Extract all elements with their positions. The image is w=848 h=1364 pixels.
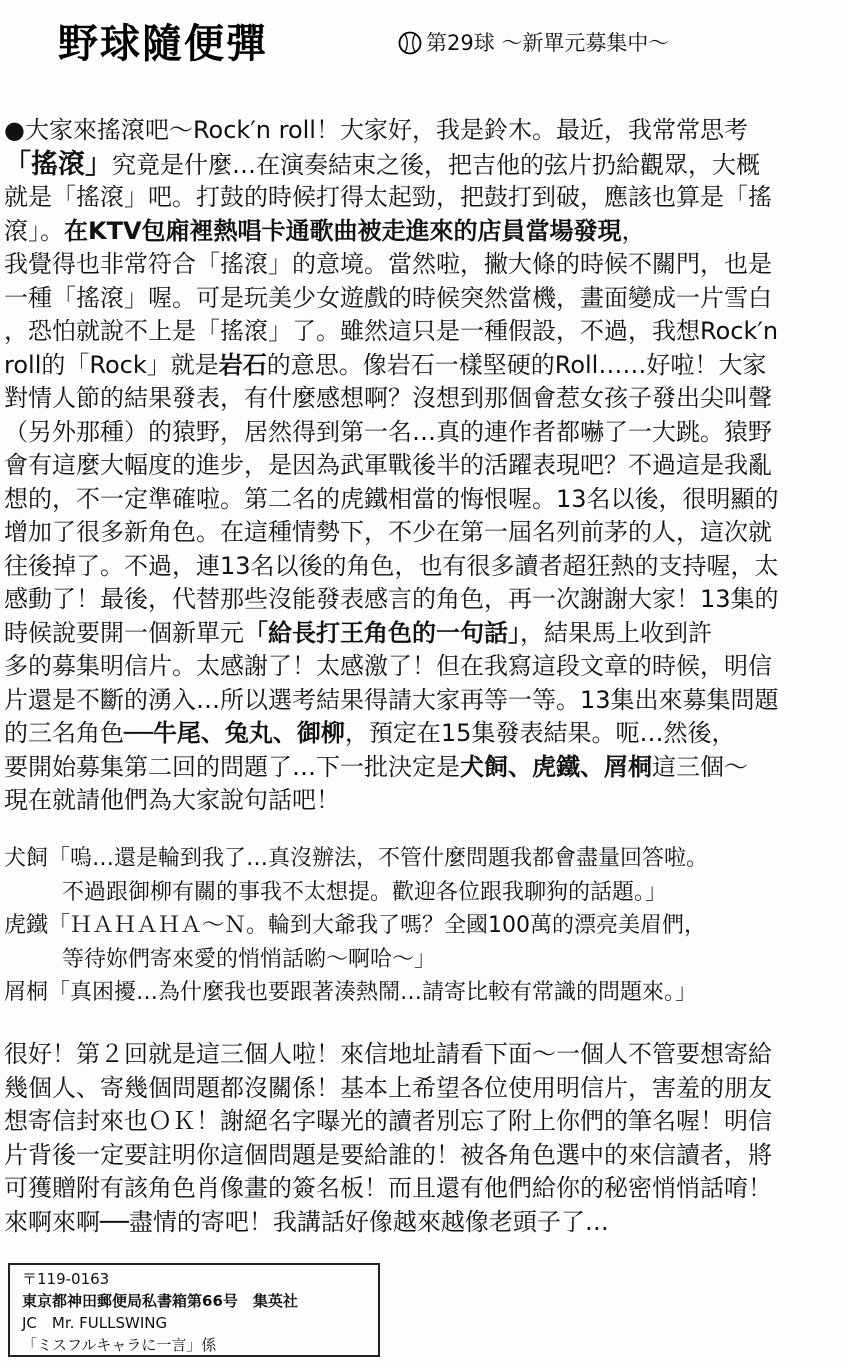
- closing-line: 可獲贈附有該角色肖像畫的簽名板！而且還有他們給你的秘密悄悄話唷！: [4, 1174, 772, 1202]
- closing-line: 想寄信封來也ＯＫ！謝絕名字曝光的讀者別忘了附上你們的筆名喔！明信: [4, 1107, 772, 1135]
- article-emphasis: 「搖滾」: [4, 148, 112, 180]
- article-line: [4, 416, 842, 450]
- article-line: [4, 181, 842, 215]
- character-reply-line: 虎鐵「ＨＡＨＡＨＡ～Ｎ。輪到大爺我了嗎？全國100萬的漂亮美眉們，: [4, 913, 706, 938]
- article-line: [4, 717, 842, 751]
- article-emphasis: 在KTV包廂裡熱唱卡通歌曲被走進來的店員當場發現: [64, 216, 622, 245]
- article-line: [4, 483, 842, 517]
- article-text: 現在就請他們為大家說句話吧！: [4, 786, 340, 814]
- column-subtitle: [398, 28, 669, 58]
- character-reply-line: 不過跟御柳有關的事我不太想提。歡迎各位跟我聊狗的話題。」: [62, 879, 668, 905]
- closing-paragraph: [4, 1038, 842, 1239]
- article-line: [4, 550, 842, 584]
- article-text: 究竟是什麼…在演奏結束之後，把吉他的弦片扔給觀眾，大概: [112, 150, 760, 179]
- article-text: 片還是不斷的湧入…所以選考結果得請大家再等一等。13集出來募集問題: [4, 685, 779, 714]
- article-line: [4, 449, 842, 483]
- article-line: [4, 148, 842, 182]
- article-text: 想的，不一定準確啦。第二名的虎鐵相當的悔恨喔。13名以後，很明顯的: [4, 484, 779, 513]
- article-text: 多的募集明信片。太感謝了！太感激了！但在我寫這段文章的時候，明信: [4, 652, 772, 680]
- article-text: ，: [621, 216, 646, 245]
- article-line: [4, 751, 842, 785]
- article-text: 會有這麼大幅度的進步，是因為武軍戰後半的活躍表現吧？不過這是我亂: [4, 451, 772, 479]
- article-text: 增加了很多新角色。在這種情勢下，不少在第一屆名列前茅的人，這次就: [4, 518, 772, 546]
- baseball-icon: [398, 31, 422, 55]
- article-text: 這三個～: [652, 752, 748, 781]
- article-text: 對情人節的結果發表，有什麼感想啊？沒想到那個會惹女孩子發出尖叫聲: [4, 384, 772, 412]
- character-replies: [4, 842, 842, 1010]
- closing-line: 來啊來啊──盡情的寄吧！我講話好像越來越像老頭子了…: [4, 1207, 609, 1236]
- address-line: 〒119-0163: [22, 1270, 110, 1288]
- article-emphasis: 犬飼、虎鐵、屑桐: [460, 752, 652, 781]
- article-text: 時候說要開一個新單元: [4, 618, 244, 647]
- character-reply-line: 犬飼「嗚…還是輪到我了…真沒辦法，不管什麼問題我都會盡量回答啦。: [4, 846, 709, 871]
- article-body: [4, 114, 842, 818]
- article-line: [4, 382, 842, 416]
- article-text: 往後掉了。不過，連13名以後的角色，也有很多讀者超狂熱的支持喔，太: [4, 551, 779, 580]
- article-text: 的意思。像岩石一樣堅硬的Roll……好啦！大家: [266, 350, 767, 379]
- character-reply-line: 屑桐「真困擾…為什麼我也要跟著湊熱鬧…請寄比較有常識的問題來。」: [4, 980, 698, 1005]
- article-line: [4, 248, 842, 282]
- article-text: ，恐怕就說不上是「搖滾」了。雖然這只是一種假設，不過，我想Rock′n: [4, 317, 779, 345]
- closing-line: 幾個人、寄幾個問題都沒關係！基本上希望各位使用明信片，害羞的朋友: [4, 1073, 772, 1102]
- article-emphasis: 岩石: [218, 350, 267, 379]
- page-title: 野球隨便彈: [58, 20, 268, 67]
- article-line: [4, 114, 842, 148]
- article-line: [4, 315, 842, 349]
- article-text: ，結果馬上收到許: [520, 618, 712, 647]
- article-line: [4, 617, 842, 651]
- article-line: [4, 684, 842, 718]
- article-line: [4, 583, 842, 617]
- address-line: 「ミスフルキャラに一言」係: [22, 1336, 217, 1354]
- article-line: [4, 349, 842, 383]
- article-line: [4, 282, 842, 316]
- closing-line: 片背後一定要註明你這個問題是要給誰的！被各角色選中的來信讀者，將: [4, 1140, 772, 1169]
- article-line: [4, 516, 842, 550]
- article-text: 我覺得也非常符合「搖滾」的意境。當然啦，撇大條的時候不關門，也是: [4, 250, 772, 278]
- article-text: ●大家來搖滾吧～Rock′n roll！大家好，我是鈴木。最近，我常常思考: [4, 116, 748, 144]
- article-line: [4, 650, 842, 684]
- article-text: roll的「Rock」就是: [4, 350, 219, 379]
- article-text: 滾」。: [4, 216, 64, 245]
- column-subtitle-text: 第29球 ～新單元募集中～: [426, 31, 670, 55]
- character-reply-line: 等待妳們寄來愛的悄悄話喲～啊哈～」: [62, 946, 437, 972]
- article-text: 的三名角色──: [4, 719, 153, 747]
- article-emphasis: 「給長打王角色的一句話」: [244, 618, 520, 647]
- article-line: [4, 784, 842, 818]
- article-line: [4, 215, 842, 249]
- mailing-address-box: [8, 1263, 380, 1357]
- article-emphasis: 牛尾、兔丸、御柳: [152, 719, 345, 747]
- article-text: ，預定在15集發表結果。呃…然後，: [344, 719, 736, 747]
- article-text: 要開始募集第二回的問題了…下一批決定是: [4, 752, 460, 781]
- closing-line: 很好！第２回就是這三個人啦！來信地址請看下面～一個人不管要想寄給: [4, 1040, 772, 1068]
- address-line: 東京都神田郵便局私書箱第66号 集英社: [22, 1292, 298, 1310]
- address-line: JC Mr. FULLSWING: [22, 1314, 168, 1332]
- article-text: 就是「搖滾」吧。打鼓的時候打得太起勁，把鼓打到破，應該也算是「搖: [4, 183, 772, 211]
- article-text: 一種「搖滾」喔。可是玩美少女遊戲的時候突然當機，畫面變成一片雪白: [4, 283, 772, 312]
- article-text: 感動了！最後，代替那些沒能發表感言的角色，再一次謝謝大家！13集的: [4, 585, 779, 613]
- article-text: （另外那種）的猿野，居然得到第一名…真的連作者都嚇了一大跳。猿野: [4, 417, 772, 446]
